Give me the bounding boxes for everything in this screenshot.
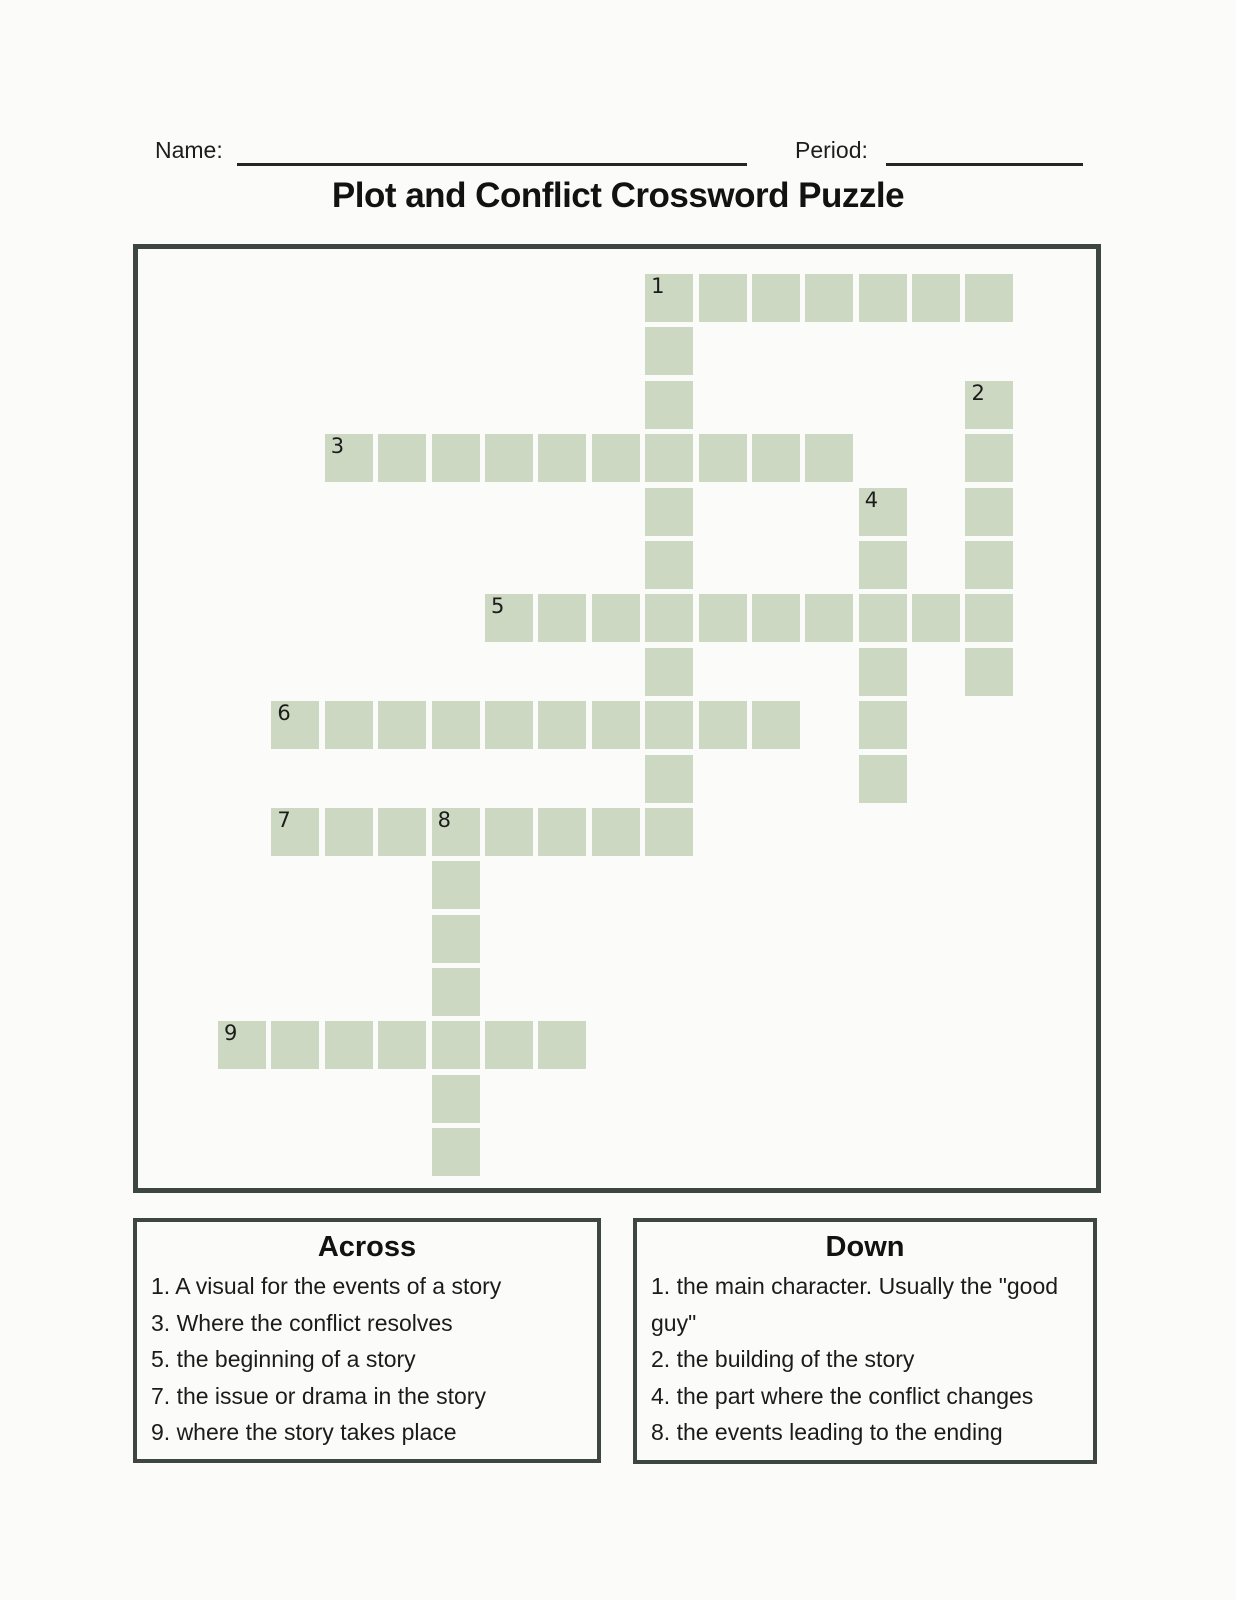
grid-cell-r10-c3 xyxy=(378,808,426,856)
grid-cell-r8-c7 xyxy=(592,701,640,749)
grid-cell-r3-c6 xyxy=(538,434,586,482)
grid-cell-r11-c4 xyxy=(432,861,480,909)
cell-number: 5 xyxy=(490,594,505,619)
cell-number: 8 xyxy=(437,807,451,832)
grid-cell-r6-c9 xyxy=(699,594,747,642)
cell-number: 6 xyxy=(277,701,291,726)
grid-cell-r2-c8 xyxy=(645,381,693,429)
across-clue-list xyxy=(151,1268,595,1451)
grid-cell-r5-c14 xyxy=(965,541,1013,589)
grid-cell-r6-c5 xyxy=(485,594,533,642)
cell-number: 9 xyxy=(224,1021,238,1046)
cell-number: 4 xyxy=(864,487,879,512)
grid-cell-r8-c2 xyxy=(325,701,373,749)
grid-cell-r7-c12 xyxy=(859,648,907,696)
grid-cell-r14-c0 xyxy=(218,1021,266,1069)
grid-cell-r0-c14 xyxy=(965,274,1013,322)
across-clues-box xyxy=(133,1218,601,1463)
grid-cell-r15-c4 xyxy=(432,1075,480,1123)
grid-cell-r5-c12 xyxy=(859,541,907,589)
grid-cell-r9-c8 xyxy=(645,755,693,803)
grid-cell-r6-c14 xyxy=(965,594,1013,642)
grid-cell-r8-c1 xyxy=(271,701,319,749)
grid-cell-r0-c9 xyxy=(699,274,747,322)
clue-item: 9. where the story takes place xyxy=(151,1419,457,1445)
grid-cell-r10-c1 xyxy=(271,808,319,856)
grid-cell-r8-c8 xyxy=(645,701,693,749)
grid-cell-r3-c5 xyxy=(485,434,533,482)
clue-item: 7. the issue or drama in the story xyxy=(151,1382,486,1409)
crossword-grid-box xyxy=(133,244,1101,1193)
grid-cell-r2-c14 xyxy=(965,381,1013,429)
clue-item: 1. the main character. Usually the "good guy" xyxy=(651,1273,1059,1336)
grid-cell-r6-c8 xyxy=(645,594,693,642)
grid-cell-r8-c6 xyxy=(538,701,586,749)
grid-cell-r6-c6 xyxy=(538,594,586,642)
down-title: Down xyxy=(825,1231,905,1263)
grid-cell-r3-c9 xyxy=(699,434,747,482)
grid-cell-r14-c3 xyxy=(378,1021,426,1069)
grid-cell-r10-c8 xyxy=(645,808,693,856)
grid-cell-r6-c12 xyxy=(859,594,907,642)
clue-item: 4. the part where the conflict changes xyxy=(651,1382,1034,1409)
grid-cell-r3-c2 xyxy=(325,434,373,482)
grid-cell-r4-c14 xyxy=(965,488,1013,536)
crossword-grid xyxy=(218,274,1013,1176)
clue-item: 2. the building of the story xyxy=(651,1346,915,1372)
grid-cell-r8-c12 xyxy=(859,701,907,749)
clue-item: 8. the events leading to the ending xyxy=(651,1419,1003,1445)
grid-cell-r13-c4 xyxy=(432,968,480,1016)
period-label: Period: xyxy=(795,137,868,163)
grid-cell-r8-c4 xyxy=(432,701,480,749)
grid-cell-r0-c12 xyxy=(859,274,907,322)
name-label: Name: xyxy=(155,137,223,163)
grid-cell-r8-c10 xyxy=(752,701,800,749)
grid-cell-r0-c11 xyxy=(805,274,853,322)
grid-cell-r10-c4 xyxy=(432,808,480,856)
grid-cell-r14-c6 xyxy=(538,1021,586,1069)
grid-cell-r4-c12 xyxy=(859,488,907,536)
grid-cell-r5-c8 xyxy=(645,541,693,589)
grid-cell-r3-c7 xyxy=(592,434,640,482)
grid-cell-r3-c11 xyxy=(805,434,853,482)
grid-cell-r3-c4 xyxy=(432,434,480,482)
down-clues-box xyxy=(633,1218,1097,1464)
grid-cell-r4-c8 xyxy=(645,488,693,536)
grid-cell-r0-c8 xyxy=(645,274,693,322)
grid-cell-r12-c4 xyxy=(432,915,480,963)
clue-item: 1. A visual for the events of a story xyxy=(151,1273,502,1299)
grid-cell-r8-c3 xyxy=(378,701,426,749)
period-blank-line xyxy=(886,163,1083,166)
grid-cell-r10-c2 xyxy=(325,808,373,856)
grid-cell-r7-c8 xyxy=(645,648,693,696)
grid-cell-r9-c12 xyxy=(859,755,907,803)
across-title: Across xyxy=(317,1231,417,1263)
grid-cell-r1-c8 xyxy=(645,327,693,375)
grid-cell-r14-c1 xyxy=(271,1021,319,1069)
grid-cell-r10-c7 xyxy=(592,808,640,856)
clue-item: 3. Where the conflict resolves xyxy=(151,1309,453,1336)
grid-cell-r3-c10 xyxy=(752,434,800,482)
grid-cell-r14-c4 xyxy=(432,1021,480,1069)
cell-number: 1 xyxy=(651,274,665,298)
grid-cell-r8-c5 xyxy=(485,701,533,749)
clue-item: 5. the beginning of a story xyxy=(151,1346,416,1372)
down-clue-list xyxy=(651,1268,1091,1451)
grid-cell-r3-c14 xyxy=(965,434,1013,482)
grid-cell-r7-c14 xyxy=(965,648,1013,696)
cell-number: 7 xyxy=(277,807,291,832)
grid-cell-r16-c4 xyxy=(432,1128,480,1176)
cell-number: 2 xyxy=(971,380,985,405)
grid-cell-r8-c9 xyxy=(699,701,747,749)
name-blank-line xyxy=(237,163,747,166)
grid-cell-r6-c7 xyxy=(592,594,640,642)
grid-cell-r14-c2 xyxy=(325,1021,373,1069)
grid-cell-r0-c10 xyxy=(752,274,800,322)
grid-cell-r14-c5 xyxy=(485,1021,533,1069)
grid-cell-r10-c5 xyxy=(485,808,533,856)
grid-cell-r10-c6 xyxy=(538,808,586,856)
grid-cell-r0-c13 xyxy=(912,274,960,322)
grid-cell-r3-c8 xyxy=(645,434,693,482)
grid-cell-r6-c13 xyxy=(912,594,960,642)
grid-cell-r3-c3 xyxy=(378,434,426,482)
grid-cell-r6-c11 xyxy=(805,594,853,642)
page-title: Plot and Conflict Crossword Puzzle xyxy=(331,176,905,215)
cell-number: 3 xyxy=(330,434,345,459)
grid-cell-r6-c10 xyxy=(752,594,800,642)
